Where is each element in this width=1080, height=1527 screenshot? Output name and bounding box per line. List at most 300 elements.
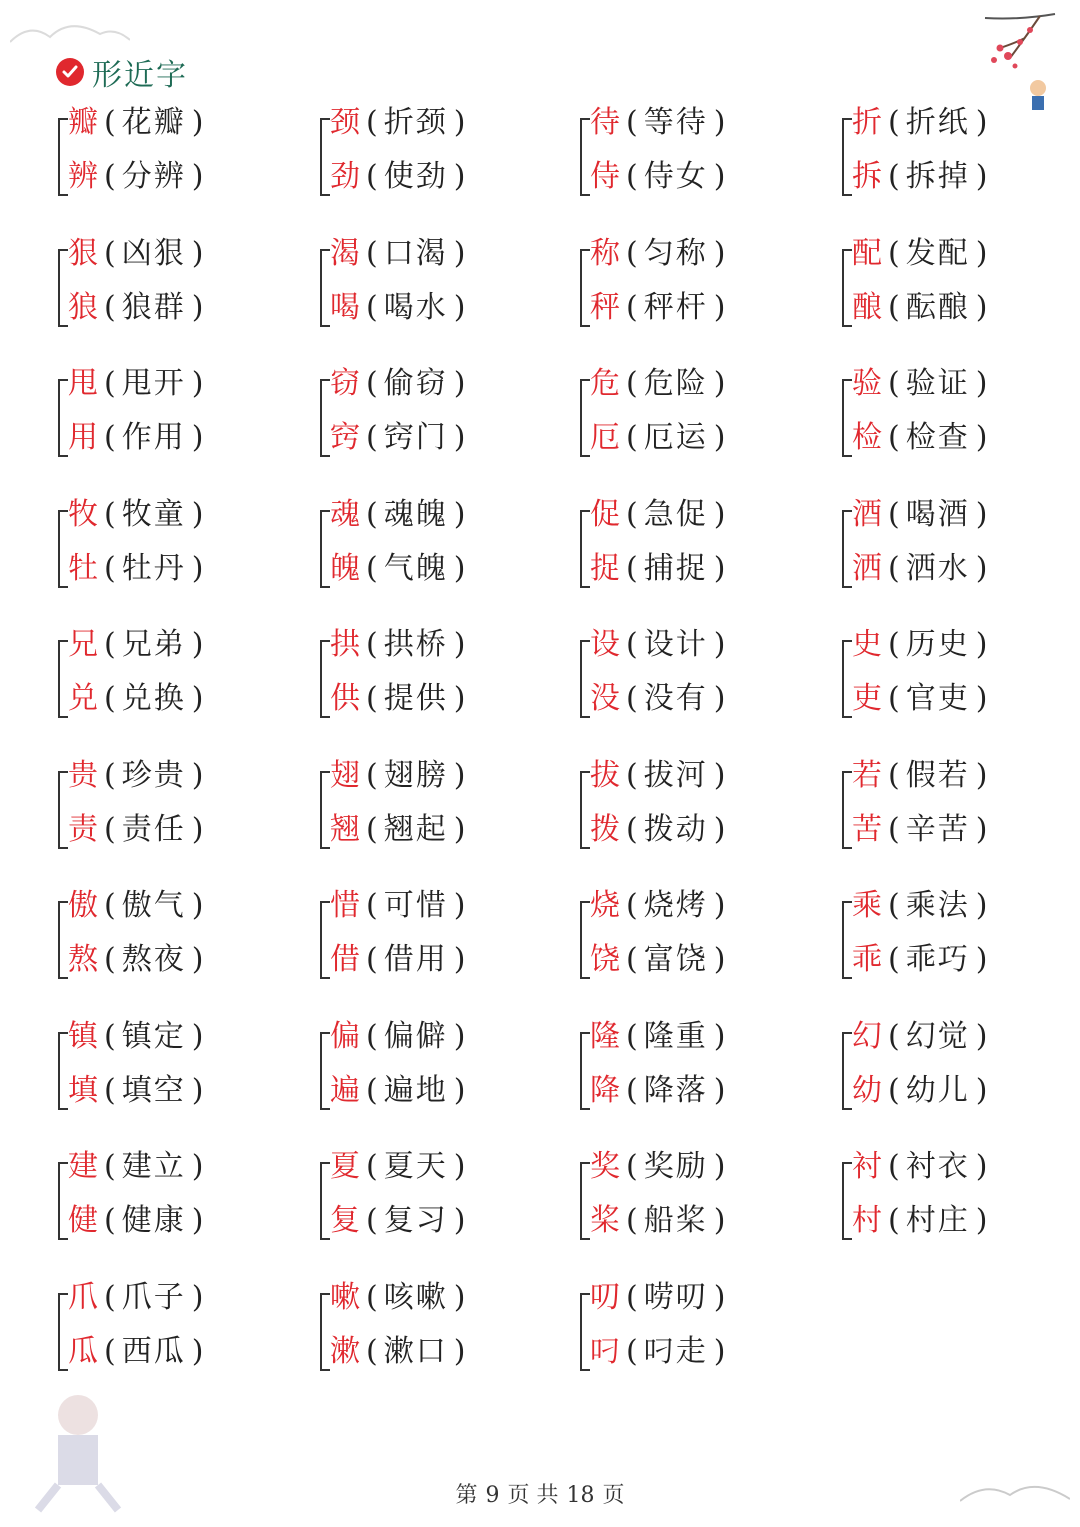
pair-bracket — [580, 1032, 590, 1110]
target-character: 傲 — [68, 888, 98, 923]
pair-bracket — [580, 379, 590, 457]
example-word: 捕捉 — [643, 550, 708, 586]
target-character: 奖 — [590, 1149, 620, 1184]
open-paren: ( — [888, 550, 900, 586]
pair-bracket — [320, 901, 330, 979]
pair-line — [68, 807, 209, 853]
example-word: 幻觉 — [905, 1018, 970, 1054]
close-paren: ) — [713, 496, 726, 532]
open-paren: ( — [366, 1203, 378, 1238]
pair-line — [330, 154, 471, 200]
close-paren: ) — [975, 888, 988, 923]
pair-line — [852, 1198, 993, 1244]
close-paren: ) — [453, 627, 466, 662]
pair-bracket — [842, 901, 852, 979]
char-pair — [580, 1275, 800, 1385]
target-character: 牧 — [68, 496, 98, 532]
close-paren: ) — [975, 159, 988, 194]
close-paren: ) — [713, 1333, 726, 1369]
open-paren: ( — [626, 420, 638, 455]
example-word: 牧童 — [121, 496, 186, 532]
example-word: 叼走 — [643, 1333, 708, 1369]
open-paren: ( — [104, 1018, 116, 1054]
close-paren: ) — [191, 1279, 204, 1315]
open-paren: ( — [888, 420, 900, 455]
pair-line — [852, 154, 993, 200]
pair-line — [852, 285, 993, 331]
total-pages: 18 — [566, 1483, 595, 1508]
target-character: 称 — [590, 235, 620, 271]
pair-bracket — [58, 1032, 68, 1110]
target-character: 瓣 — [68, 105, 98, 140]
open-paren: ( — [366, 420, 378, 455]
pair-line — [852, 1014, 993, 1060]
close-paren: ) — [713, 888, 726, 923]
open-paren: ( — [626, 289, 638, 325]
pair-bracket — [320, 1293, 330, 1371]
target-character: 惜 — [330, 888, 360, 923]
pair-line — [330, 753, 471, 799]
close-paren: ) — [191, 420, 204, 455]
open-paren: ( — [888, 888, 900, 923]
pair-line — [330, 1329, 471, 1375]
pair-bracket — [842, 640, 852, 718]
open-paren: ( — [104, 1333, 116, 1369]
pair-line — [330, 1198, 471, 1244]
open-paren: ( — [104, 1203, 116, 1238]
example-word: 船桨 — [643, 1203, 708, 1238]
char-pair — [58, 100, 278, 210]
target-character: 辨 — [68, 159, 98, 194]
close-paren: ) — [453, 550, 466, 586]
pair-line — [590, 546, 731, 592]
pair-bracket — [320, 771, 330, 849]
footer-middle: 页 共 — [507, 1483, 559, 1508]
open-paren: ( — [366, 235, 378, 271]
pair-line — [68, 937, 209, 983]
open-paren: ( — [366, 757, 378, 793]
open-paren: ( — [366, 1018, 378, 1054]
example-word: 漱口 — [383, 1333, 448, 1369]
pair-line — [68, 1329, 209, 1375]
char-pair — [58, 753, 278, 863]
example-word: 兑换 — [121, 681, 186, 716]
example-word: 唠叨 — [643, 1279, 708, 1315]
open-paren: ( — [626, 105, 638, 140]
close-paren: ) — [975, 235, 988, 271]
target-character: 喝 — [330, 289, 360, 325]
close-paren: ) — [191, 1072, 204, 1108]
example-word: 窍门 — [383, 420, 448, 455]
open-paren: ( — [888, 496, 900, 532]
example-word: 危险 — [643, 366, 708, 401]
close-paren: ) — [713, 1018, 726, 1054]
open-paren: ( — [104, 420, 116, 455]
example-word: 发配 — [905, 235, 970, 271]
target-character: 待 — [590, 105, 620, 140]
target-character: 建 — [68, 1149, 98, 1184]
char-pair — [580, 1014, 800, 1124]
char-pair — [580, 231, 800, 341]
pair-line — [68, 100, 209, 146]
char-pair — [320, 1275, 540, 1385]
close-paren: ) — [713, 550, 726, 586]
example-word: 镇定 — [121, 1018, 186, 1054]
pair-line — [330, 415, 471, 461]
open-paren: ( — [104, 550, 116, 586]
target-character: 拨 — [590, 811, 620, 847]
close-paren: ) — [713, 1203, 726, 1238]
close-paren: ) — [453, 159, 466, 194]
open-paren: ( — [366, 681, 378, 716]
example-word: 急促 — [643, 496, 708, 532]
example-word: 拱桥 — [383, 627, 448, 662]
char-pair — [58, 231, 278, 341]
pair-bracket — [58, 640, 68, 718]
example-word: 复习 — [383, 1203, 448, 1238]
pair-line — [852, 361, 993, 407]
example-word: 口渴 — [383, 235, 448, 271]
target-character: 贵 — [68, 757, 98, 793]
open-paren: ( — [888, 159, 900, 194]
close-paren: ) — [453, 366, 466, 401]
pair-bracket — [58, 379, 68, 457]
example-word: 提供 — [383, 681, 448, 716]
char-pair — [580, 361, 800, 471]
example-word: 折纸 — [905, 105, 970, 140]
pair-line — [330, 546, 471, 592]
open-paren: ( — [888, 289, 900, 325]
close-paren: ) — [975, 681, 988, 716]
pair-line — [852, 231, 993, 277]
char-pair — [320, 100, 540, 210]
char-pair — [580, 100, 800, 210]
open-paren: ( — [626, 1072, 638, 1108]
open-paren: ( — [626, 235, 638, 271]
pair-line — [590, 100, 731, 146]
close-paren: ) — [191, 1018, 204, 1054]
target-character: 史 — [852, 627, 882, 662]
pair-line — [590, 753, 731, 799]
page-number: 9 — [485, 1483, 500, 1508]
pair-line — [590, 154, 731, 200]
pair-bracket — [580, 771, 590, 849]
pair-bracket — [842, 379, 852, 457]
open-paren: ( — [104, 159, 116, 194]
pair-line — [330, 492, 471, 538]
pair-line — [590, 1014, 731, 1060]
pair-bracket — [320, 379, 330, 457]
target-character: 拱 — [330, 627, 360, 662]
pair-line — [68, 753, 209, 799]
example-word: 花瓣 — [121, 105, 186, 140]
close-paren: ) — [453, 289, 466, 325]
target-character: 验 — [852, 366, 882, 401]
example-word: 珍贵 — [121, 757, 186, 793]
example-word: 匀称 — [643, 235, 708, 271]
target-character: 设 — [590, 627, 620, 662]
pair-bracket — [580, 901, 590, 979]
close-paren: ) — [191, 811, 204, 847]
example-word: 牡丹 — [121, 550, 186, 586]
close-paren: ) — [191, 235, 204, 271]
char-pair — [58, 492, 278, 602]
char-pair — [58, 361, 278, 471]
open-paren: ( — [626, 627, 638, 662]
example-word: 没有 — [643, 681, 708, 716]
char-pair — [58, 1014, 278, 1124]
close-paren: ) — [975, 1203, 988, 1238]
close-paren: ) — [191, 1333, 204, 1369]
open-paren: ( — [888, 811, 900, 847]
open-paren: ( — [888, 1203, 900, 1238]
target-character: 配 — [852, 235, 882, 271]
pair-bracket — [58, 249, 68, 327]
close-paren: ) — [713, 105, 726, 140]
open-paren: ( — [626, 811, 638, 847]
close-paren: ) — [191, 159, 204, 194]
example-word: 假若 — [905, 757, 970, 793]
example-word: 气魄 — [383, 550, 448, 586]
close-paren: ) — [191, 366, 204, 401]
close-paren: ) — [975, 811, 988, 847]
char-pair — [842, 361, 1062, 471]
example-word: 厄运 — [643, 420, 708, 455]
example-word: 拨动 — [643, 811, 708, 847]
open-paren: ( — [366, 366, 378, 401]
example-word: 历史 — [905, 627, 970, 662]
pair-bracket — [580, 1162, 590, 1240]
target-character: 衬 — [852, 1149, 882, 1184]
pair-bracket — [58, 510, 68, 588]
pair-bracket — [842, 1162, 852, 1240]
target-character: 隆 — [590, 1018, 620, 1054]
open-paren: ( — [626, 888, 638, 923]
char-pair — [580, 883, 800, 993]
pair-line — [852, 937, 993, 983]
example-word: 酝酿 — [905, 289, 970, 325]
target-character: 瓜 — [68, 1333, 98, 1369]
pair-line — [330, 676, 471, 722]
close-paren: ) — [453, 942, 466, 977]
target-character: 供 — [330, 681, 360, 716]
example-word: 烧烤 — [643, 888, 708, 923]
pair-line — [68, 622, 209, 668]
close-paren: ) — [453, 1279, 466, 1315]
close-paren: ) — [191, 757, 204, 793]
open-paren: ( — [626, 681, 638, 716]
char-pair — [842, 1144, 1062, 1254]
example-word: 乖巧 — [905, 942, 970, 977]
pair-line — [68, 883, 209, 929]
target-character: 秤 — [590, 289, 620, 325]
close-paren: ) — [713, 1072, 726, 1108]
pair-line — [590, 1068, 731, 1114]
target-character: 桨 — [590, 1203, 620, 1238]
close-paren: ) — [453, 1203, 466, 1238]
target-character: 烧 — [590, 888, 620, 923]
pair-line — [68, 231, 209, 277]
example-word: 隆重 — [643, 1018, 708, 1054]
pair-line — [590, 807, 731, 853]
example-word: 衬衣 — [905, 1149, 970, 1184]
pair-line — [68, 676, 209, 722]
open-paren: ( — [366, 888, 378, 923]
pair-line — [590, 1275, 731, 1321]
close-paren: ) — [975, 496, 988, 532]
open-paren: ( — [104, 235, 116, 271]
close-paren: ) — [453, 1072, 466, 1108]
pair-line — [330, 622, 471, 668]
target-character: 苦 — [852, 811, 882, 847]
close-paren: ) — [453, 420, 466, 455]
pair-line — [852, 100, 993, 146]
open-paren: ( — [104, 1279, 116, 1315]
pair-bracket — [842, 1032, 852, 1110]
pair-bracket — [58, 901, 68, 979]
example-word: 检查 — [905, 420, 970, 455]
open-paren: ( — [888, 1018, 900, 1054]
target-character: 魄 — [330, 550, 360, 586]
pair-line — [330, 937, 471, 983]
target-character: 拔 — [590, 757, 620, 793]
example-word: 兄弟 — [121, 627, 186, 662]
example-word: 翘起 — [383, 811, 448, 847]
example-word: 健康 — [121, 1203, 186, 1238]
pair-line — [330, 883, 471, 929]
pair-line — [590, 622, 731, 668]
close-paren: ) — [975, 1149, 988, 1184]
example-word: 富饶 — [643, 942, 708, 977]
close-paren: ) — [975, 1018, 988, 1054]
char-pair — [580, 753, 800, 863]
pair-bracket — [580, 510, 590, 588]
open-paren: ( — [626, 757, 638, 793]
target-character: 酿 — [852, 289, 882, 325]
target-character: 幼 — [852, 1072, 882, 1108]
open-paren: ( — [104, 105, 116, 140]
target-character: 翘 — [330, 811, 360, 847]
example-word: 可惜 — [383, 888, 448, 923]
close-paren: ) — [191, 627, 204, 662]
pair-line — [68, 415, 209, 461]
close-paren: ) — [191, 1203, 204, 1238]
example-word: 降落 — [643, 1072, 708, 1108]
pair-line — [590, 492, 731, 538]
close-paren: ) — [713, 420, 726, 455]
close-paren: ) — [453, 888, 466, 923]
target-character: 兄 — [68, 627, 98, 662]
target-character: 乘 — [852, 888, 882, 923]
open-paren: ( — [888, 757, 900, 793]
target-character: 遍 — [330, 1072, 360, 1108]
target-character: 拆 — [852, 159, 882, 194]
open-paren: ( — [626, 942, 638, 977]
target-character: 吏 — [852, 681, 882, 716]
example-word: 喝酒 — [905, 496, 970, 532]
example-word: 侍女 — [643, 159, 708, 194]
pair-line — [852, 415, 993, 461]
close-paren: ) — [453, 757, 466, 793]
open-paren: ( — [888, 235, 900, 271]
char-pair — [58, 883, 278, 993]
char-pair — [58, 1144, 278, 1254]
pair-line — [590, 361, 731, 407]
target-character: 折 — [852, 105, 882, 140]
close-paren: ) — [713, 942, 726, 977]
example-word: 凶狠 — [121, 235, 186, 271]
open-paren: ( — [626, 1018, 638, 1054]
pair-bracket — [320, 1162, 330, 1240]
check-circle-icon — [56, 58, 84, 86]
char-pair — [580, 622, 800, 732]
close-paren: ) — [191, 289, 204, 325]
target-character: 促 — [590, 496, 620, 532]
open-paren: ( — [104, 757, 116, 793]
pair-bracket — [842, 510, 852, 588]
char-pair — [320, 883, 540, 993]
open-paren: ( — [626, 1279, 638, 1315]
pair-line — [852, 622, 993, 668]
open-paren: ( — [626, 1149, 638, 1184]
example-word: 咳嗽 — [383, 1279, 448, 1315]
open-paren: ( — [366, 496, 378, 532]
char-pair — [842, 492, 1062, 602]
close-paren: ) — [975, 420, 988, 455]
pair-line — [68, 546, 209, 592]
target-character: 颈 — [330, 105, 360, 140]
pair-line — [68, 285, 209, 331]
target-character: 酒 — [852, 496, 882, 532]
pair-bracket — [842, 771, 852, 849]
open-paren: ( — [104, 942, 116, 977]
example-word: 折颈 — [383, 105, 448, 140]
target-character: 检 — [852, 420, 882, 455]
close-paren: ) — [975, 757, 988, 793]
open-paren: ( — [366, 550, 378, 586]
char-pair — [580, 492, 800, 602]
target-character: 狼 — [68, 289, 98, 325]
open-paren: ( — [104, 1072, 116, 1108]
open-paren: ( — [366, 1279, 378, 1315]
target-character: 危 — [590, 366, 620, 401]
open-paren: ( — [366, 289, 378, 325]
pair-line — [68, 1068, 209, 1114]
char-pair — [320, 492, 540, 602]
pair-bracket — [58, 1162, 68, 1240]
target-character: 侍 — [590, 159, 620, 194]
pair-line — [330, 1275, 471, 1321]
close-paren: ) — [191, 550, 204, 586]
close-paren: ) — [713, 1149, 726, 1184]
pair-line — [330, 100, 471, 146]
pair-line — [590, 676, 731, 722]
pair-line — [330, 1144, 471, 1190]
close-paren: ) — [975, 1072, 988, 1108]
close-paren: ) — [713, 757, 726, 793]
pair-bracket — [842, 249, 852, 327]
pair-bracket — [580, 118, 590, 196]
example-word: 责任 — [121, 811, 186, 847]
close-paren: ) — [453, 496, 466, 532]
target-character: 叼 — [590, 1333, 620, 1369]
open-paren: ( — [366, 105, 378, 140]
target-character: 魂 — [330, 496, 360, 532]
pair-bracket — [580, 640, 590, 718]
pair-line — [590, 1329, 731, 1375]
pair-line — [68, 1275, 209, 1321]
example-word: 魂魄 — [383, 496, 448, 532]
